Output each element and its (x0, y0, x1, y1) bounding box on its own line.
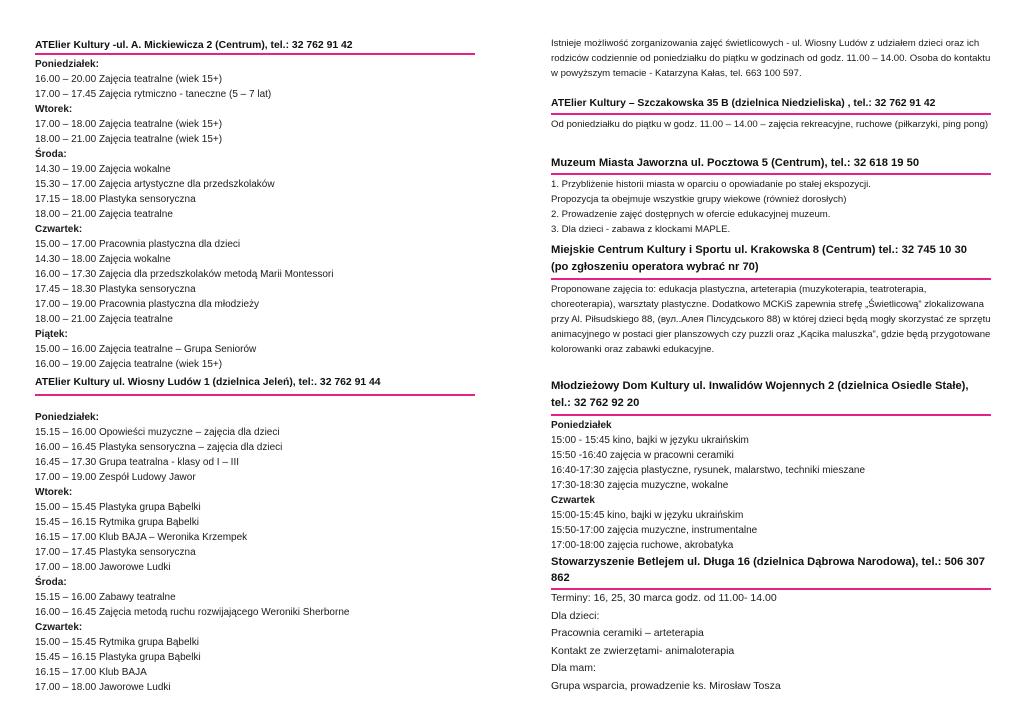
schedule-line: 16.15 – 17.00 Klub BAJA – Weronika Krzempek (35, 532, 248, 543)
schedule-line: 15.00 – 15.45 Plastyka grupa Bąbelki (35, 502, 201, 513)
schedule-line: 17.00 – 17.45 Zajęcia rytmiczno - taneczne (5 – 7 lat) (35, 89, 272, 100)
betlejem-line: Terminy: 16, 25, 30 marca godz. od 11.00- 14.00 (551, 592, 777, 604)
muzeum-section (551, 155, 991, 237)
schedule-line: 15.00 – 17.00 Pracownia plastyczna dla dzieci (35, 239, 241, 250)
pink-divider (551, 414, 991, 416)
betlejem-line: Dla mam: (551, 662, 596, 674)
schedule-line: 16.00 – 20.00 Zajęcia teatralne (wiek 15+) (35, 74, 223, 85)
schedule-line: 15.15 – 16.00 Zabawy teatralne (35, 592, 176, 603)
museum-line: Propozycja ta obejmuje wszystkie grupy wiekowe (również dorosłych) (551, 194, 847, 205)
pink-divider (551, 113, 991, 115)
section-header: Stowarzyszenie Betlejem ul. Długa 16 (dzielnica Dąbrowa Narodowa), tel.: 506 307 862 (551, 556, 985, 584)
day-label: Poniedziałek: (35, 412, 99, 423)
day-label: Czwartek: (35, 224, 83, 235)
schedule-line: 15.00 – 15.45 Rytmika grupa Bąbelki (35, 637, 199, 648)
schedule-line: 16.45 – 17.30 Grupa teatralna - klasy od I – III (35, 457, 240, 468)
schedule-line: 17:30-18:30 zajęcia muzyczne, wokalne (551, 480, 729, 491)
section-header: Młodzieżowy Dom Kultury ul. Inwalidów Wojennych 2 (dzielnica Osiedle Stałe), (551, 380, 969, 392)
atelier-wiosny-ludow-section (35, 375, 475, 695)
schedule-line: 15.15 – 16.00 Opowieści muzyczne – zajęcia dla dzieci (35, 427, 280, 438)
schedule-line: 15.30 – 17.00 Zajęcia artystyczne dla przedszkolaków (35, 179, 275, 190)
schedule-line: 15:00 - 15:45 kino, bajki w języku ukraińskim (551, 435, 749, 446)
info-paragraph: Istnieje możliwość zorganizowania zajęć świetlicowych - ul. Wiosny Ludów z udziałem dzieci oraz ich rodziców codziennie od poniedziałku do piątku w godzinach od godz. 11.00 – 14.00. Osoba do kontaktu w powyższym temacie - Katarzyna Kałas, tel. 663 100 597. (551, 38, 991, 79)
schedule-line: 15.00 – 16.00 Zajęcia teatralne – Grupa Seniorów (35, 344, 257, 355)
section-header: ATElier Kultury ul. Wiosny Ludów 1 (dzielnica Jeleń), tel:. 32 762 91 44 (35, 377, 381, 388)
betlejem-line: Kontakt ze zwierzętami- animaloterapia (551, 644, 735, 657)
section-header: ATElier Kultury – Szczakowska 35 B (dzielnica Niedzieliska) , tel.: 32 762 91 42 (551, 98, 936, 109)
section-header: ATElier Kultury -ul. A. Mickiewicza 2 (Centrum), tel.: 32 762 91 42 (35, 40, 353, 51)
museum-line: 1. Przybliżenie historii miasta w oparciu o opowiadanie po stałej ekspozycji. (551, 179, 871, 190)
betlejem-line: Grupa wsparcia, prowadzenie ks. Mirosław Tosza (551, 679, 781, 692)
day-label: Poniedziałek (551, 420, 612, 431)
schedule-line: 16.00 – 19.00 Zajęcia teatralne (wiek 15+) (35, 359, 223, 370)
schedule-line: 14.30 – 19.00 Zajęcia wokalne (35, 164, 171, 175)
atelier-szczakowska-section (551, 96, 991, 132)
museum-line: 3. Dla dzieci - zabawa z klockami MAPLE. (551, 224, 731, 235)
schedule-line: 15:50 -16:40 zajęcia w pracowni ceramiki (551, 450, 734, 461)
schedule-line: 17.15 – 18.00 Plastyka sensoryczna (35, 194, 196, 205)
schedule-line: 14.30 – 18.00 Zajęcia wokalne (35, 254, 171, 265)
mdk-section (551, 378, 991, 553)
day-label: Środa: (35, 577, 67, 588)
schedule-line: 15:00-15:45 kino, bajki w języku ukraińskim (551, 510, 744, 521)
atelier-mickiewicza-section (35, 38, 475, 372)
schedule-line: 16.00 – 16.45 Zajęcia metodą ruchu rozwijającego Weroniki Sherborne (35, 607, 350, 618)
schedule-line: 17.00 – 18.00 Jaworowe Ludki (35, 562, 171, 573)
pink-divider (35, 394, 475, 396)
schedule-line: 17.00 – 18.00 Zajęcia teatralne (wiek 15+) (35, 119, 223, 130)
day-label: Piątek: (35, 329, 68, 340)
schedule-line: 16.00 – 16.45 Plastyka sensoryczna – zajęcia dla dzieci (35, 442, 283, 453)
schedule-line: 16:40-17:30 zajęcia plastyczne, rysunek, malarstwo, techniki mieszane (551, 465, 866, 476)
schedule-line: 16.00 – 17.30 Zajęcia dla przedszkolaków metodą Marii Montessori (35, 269, 334, 280)
schedule-line: 18.00 – 21.00 Zajęcia teatralne (35, 209, 173, 220)
schedule-line: 17.00 – 18.00 Jaworowe Ludki (35, 682, 171, 693)
betlejem-line: Dla dzieci: (551, 609, 600, 622)
day-label: Środa: (35, 149, 67, 160)
section-header-continued: (po zgłoszeniu operatora wybrać nr 70) (551, 261, 759, 273)
schedule-line: 17.00 – 17.45 Plastyka sensoryczna (35, 547, 196, 558)
section-header: Muzeum Miasta Jaworzna ul. Pocztowa 5 (Centrum), tel.: 32 618 19 50 (551, 157, 920, 169)
schedule-line: 17.00 – 19.00 Zespół Ludowy Jawor (35, 472, 196, 483)
pink-divider (35, 53, 475, 55)
museum-line: 2. Prowadzenie zajęć dostępnych w ofercie edukacyjnej muzeum. (551, 209, 831, 220)
day-label: Czwartek: (35, 622, 83, 633)
section-header-continued: tel.: 32 762 92 20 (551, 397, 640, 409)
schedule-line: 15:50-17:00 zajęcia muzyczne, instrumentalne (551, 525, 758, 536)
section-body: Proponowane zajęcia to: edukacja plastyczna, arteterapia (muzykoterapia, teatroterapia, choreoterapia), warsztaty plastyczne. Dodatkowo MCKiS zapewnia strefę „Świetlicową” zlokalizowana przy Al. Piłsudskiego 88, (вул..Алея Пілсудського 88) w której dzieci będą mogły skorzystać ze sprzętu animacyjnego w postaci gier planszowych czy puzzli oraz „Kącika maluszka”, gdzie będą przygotowane kolorowanki oraz zabawki edukacyjne. (551, 284, 991, 355)
mckis-section (551, 242, 991, 357)
schedule-line: 17.45 – 18.30 Plastyka sensoryczna (35, 284, 196, 295)
schedule-line: 18.00 – 21.00 Zajęcia teatralne (35, 314, 173, 325)
day-label: Czwartek (551, 495, 595, 506)
schedule-line: 17:00-18:00 zajęcia ruchowe, akrobatyka (551, 540, 734, 551)
section-body: Od poniedziałku do piątku w godz. 11.00 – 14.00 – zajęcia rekreacyjne, ruchowe (piłkarzyki, ping pong) (551, 119, 989, 130)
day-label: Poniedziałek: (35, 59, 99, 70)
schedule-line: 16.15 – 17.00 Klub BAJA (35, 667, 147, 678)
pink-divider (551, 278, 991, 280)
betlejem-section (551, 554, 991, 695)
pink-divider (551, 173, 991, 175)
day-label: Wtorek: (35, 104, 73, 115)
day-label: Wtorek: (35, 487, 73, 498)
schedule-line: 15.45 – 16.15 Plastyka grupa Bąbelki (35, 652, 201, 663)
betlejem-line: Pracownia ceramiki – arteterapia (551, 627, 704, 639)
schedule-line: 15.45 – 16.15 Rytmika grupa Bąbelki (35, 517, 199, 528)
swietlica-info (551, 36, 991, 81)
schedule-line: 18.00 – 21.00 Zajęcia teatralne (wiek 15+) (35, 134, 223, 145)
schedule-line: 17.00 – 19.00 Pracownia plastyczna dla młodzieży (35, 299, 260, 310)
section-header: Miejskie Centrum Kultury i Sportu ul. Krakowska 8 (Centrum) tel.: 32 745 10 30 (551, 244, 967, 256)
